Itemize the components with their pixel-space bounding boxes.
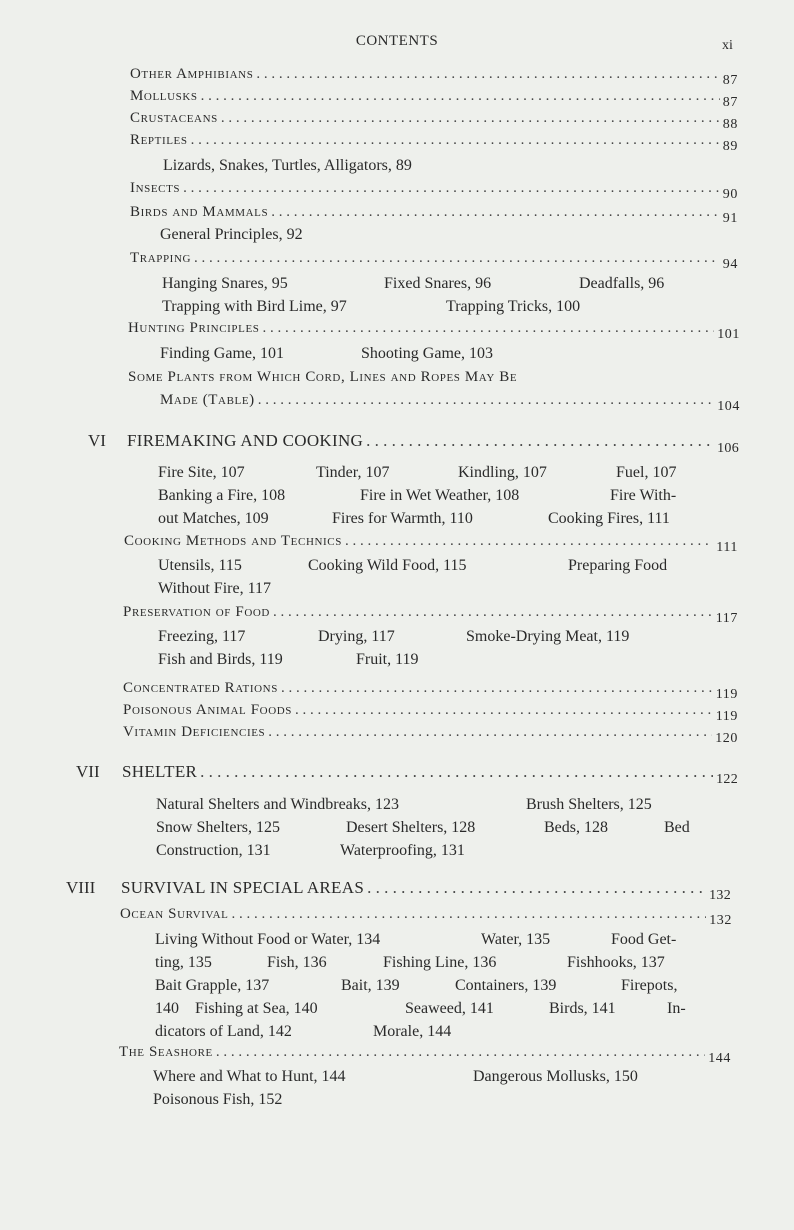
subentry: Morale, 144 [373, 1023, 452, 1040]
entry-label: Mollusks [130, 88, 198, 104]
trapping-subentries [162, 272, 702, 318]
dot-leader [366, 431, 714, 451]
toc-entry-cord-line2 [160, 392, 740, 414]
toc-entry-hunting [128, 320, 740, 342]
entry-label: Other Amphibians [130, 66, 254, 82]
subentry: Seaweed, 141 [405, 1000, 494, 1017]
subentry: Living Without Food or Water, 134 [155, 931, 381, 948]
subentry: Natural Shelters and Windbreaks, 123 [156, 796, 399, 813]
entry-page: 117 [715, 611, 738, 626]
subentry: Preparing Food [568, 557, 668, 574]
subentry: Fuel, 107 [616, 464, 677, 481]
toc-entry-reptiles [130, 132, 738, 154]
subentry: Trapping Tricks, 100 [446, 298, 581, 315]
seashore-subentries [153, 1065, 698, 1111]
dot-leader [183, 180, 720, 197]
entry-label: Ocean Survival [120, 906, 229, 922]
preservation-subentries [158, 625, 703, 671]
page-title: CONTENTS [355, 33, 439, 49]
subentry: Fishing Line, 136 [383, 954, 497, 971]
ocean-subentries [155, 928, 700, 1043]
subentry: Snow Shelters, 125 [156, 819, 280, 836]
subentry: Freezing, 117 [158, 628, 246, 645]
dot-leader [201, 88, 720, 105]
subentry: Utensils, 115 [158, 557, 242, 574]
subentry: Fire With- [610, 487, 677, 504]
chapter-title-special-areas [121, 878, 731, 903]
subentry: Hanging Snares, 95 [162, 275, 288, 292]
subentry: Where and What to Hunt, 144 [153, 1068, 346, 1085]
entry-label: Concentrated Rations [123, 680, 278, 696]
dot-leader [258, 392, 714, 409]
subentry: 140 [155, 1000, 179, 1017]
entry-label: Made (Table) [160, 392, 255, 408]
subentry: Fire in Wet Weather, 108 [360, 487, 520, 504]
dot-leader [191, 132, 720, 149]
subentry: Tinder, 107 [316, 464, 390, 481]
toc-entry-poisonous-animal-foods [123, 702, 738, 724]
dot-leader [271, 204, 720, 221]
dot-leader [367, 878, 706, 898]
entry-page: 89 [722, 139, 738, 154]
entry-label: Preservation of Food [123, 604, 270, 620]
dot-leader [216, 1044, 705, 1061]
subentry: Desert Shelters, 128 [346, 819, 476, 836]
subentry: Firepots, [621, 977, 678, 994]
subentry: Fish, 136 [267, 954, 327, 971]
entry-page: 132 [709, 888, 731, 903]
subentry: Fish and Birds, 119 [158, 651, 283, 668]
subentry: dicators of Land, 142 [155, 1023, 292, 1040]
entry-label: Some Plants from Which Cord, Lines and Ropes May Be [128, 369, 518, 385]
subentry: Cooking Wild Food, 115 [308, 557, 467, 574]
chapter-number: VIII [66, 878, 96, 897]
subentry: Fire Site, 107 [158, 464, 245, 481]
entry-label: Insects [130, 180, 181, 196]
reptiles-subentries: Lizards, Snakes, Turtles, Alligators, 89 [163, 157, 412, 174]
entry-page: 120 [715, 731, 738, 746]
firemaking-subentries [158, 461, 703, 530]
toc-entry-mollusks [130, 88, 738, 110]
subentry: Bait, 139 [341, 977, 400, 994]
subentry: Food Get- [611, 931, 677, 948]
subentry: Cooking Fires, 111 [548, 510, 670, 527]
entry-label: Cooking Methods and Technics [124, 533, 342, 549]
dot-leader [200, 762, 713, 782]
dot-leader [256, 66, 719, 83]
toc-entry-birds-mammals [130, 204, 738, 226]
subentry: Fixed Snares, 96 [384, 275, 492, 292]
dot-leader [268, 724, 712, 741]
cooking-subentries [158, 554, 703, 600]
dot-leader [231, 906, 706, 923]
subentry: Deadfalls, 96 [579, 275, 665, 292]
dot-leader [281, 680, 713, 697]
dot-leader [273, 604, 713, 621]
toc-entry-cord-line1 [128, 369, 740, 386]
subentry: Construction, 131 [156, 842, 271, 859]
chapter-number: VI [88, 431, 106, 450]
entry-page: 87 [722, 95, 738, 110]
entry-page: 122 [716, 772, 738, 787]
chapter-title-shelter [122, 762, 738, 787]
chapter-title-firemaking [127, 431, 739, 456]
dot-leader [221, 110, 720, 127]
subentry: Trapping with Bird Lime, 97 [162, 298, 347, 315]
subentry: Containers, 139 [455, 977, 557, 994]
subentry: Kindling, 107 [458, 464, 547, 481]
subentry: out Matches, 109 [158, 510, 269, 527]
entry-page: 94 [722, 257, 738, 272]
subentry: In- [667, 1000, 686, 1017]
subentry: Without Fire, 117 [158, 580, 271, 597]
subentry: Birds, 141 [549, 1000, 616, 1017]
dot-leader [295, 702, 713, 719]
entry-page: 106 [717, 441, 739, 456]
toc-entry-preservation [123, 604, 738, 626]
toc-entry-ocean-survival [120, 906, 732, 928]
subentry: Banking a Fire, 108 [158, 487, 286, 504]
subentry: Fishhooks, 137 [567, 954, 665, 971]
hunting-subentries [160, 342, 560, 365]
entry-label: Crustaceans [130, 110, 218, 126]
subentry: Finding Game, 101 [160, 345, 284, 362]
toc-entry-other-amphibians [130, 66, 738, 88]
subentry: Brush Shelters, 125 [526, 796, 652, 813]
subentry: Poisonous Fish, 152 [153, 1091, 283, 1108]
toc-entry-concentrated-rations [123, 680, 738, 702]
entry-page: 111 [716, 540, 738, 555]
entry-page: 101 [717, 327, 740, 342]
toc-entry-trapping [130, 250, 738, 272]
entry-label: Vitamin Deficiencies [123, 724, 266, 740]
entry-label: FIREMAKING AND COOKING [127, 431, 364, 450]
subentry: Water, 135 [481, 931, 551, 948]
entry-page: 132 [709, 913, 732, 928]
subentry: Dangerous Mollusks, 150 [473, 1068, 638, 1085]
entry-label: SURVIVAL IN SPECIAL AREAS [121, 878, 365, 897]
entry-page: 91 [722, 211, 738, 226]
entry-label: Reptiles [130, 132, 188, 148]
entry-label: The Seashore [119, 1044, 213, 1060]
entry-page: 119 [715, 709, 738, 724]
entry-label: Hunting Principles [128, 320, 260, 336]
subentry: Fires for Warmth, 110 [332, 510, 473, 527]
chapter-number: VII [76, 762, 100, 781]
entry-label: SHELTER [122, 762, 198, 781]
entry-label: Birds and Mammals [130, 204, 269, 220]
dot-leader [194, 250, 720, 267]
subentry: Smoke-Drying Meat, 119 [466, 628, 630, 645]
toc-entry-insects [130, 180, 738, 202]
toc-entry-seashore [119, 1044, 731, 1066]
shelter-subentries [156, 793, 701, 862]
page-number: xi [722, 38, 733, 53]
subentry: Fishing at Sea, 140 [195, 1000, 318, 1017]
entry-page: 144 [708, 1051, 731, 1066]
toc-entry-cooking-methods [124, 533, 738, 555]
subentry: ting, 135 [155, 954, 212, 971]
subentry: Shooting Game, 103 [361, 345, 493, 362]
dot-leader [345, 533, 713, 550]
subentry: Beds, 128 [544, 819, 608, 836]
subentry: Waterproofing, 131 [340, 842, 465, 859]
toc-entry-vitamin-deficiencies [123, 724, 738, 746]
toc-entry-crustaceans [130, 110, 738, 132]
entry-page: 88 [722, 117, 738, 132]
subentry: Bed [664, 819, 690, 836]
subentry: Fruit, 119 [356, 651, 419, 668]
dot-leader [263, 320, 715, 337]
entry-page: 104 [717, 399, 740, 414]
entry-page: 119 [715, 687, 738, 702]
entry-label: Trapping [130, 250, 192, 266]
entry-page: 87 [722, 73, 738, 88]
entry-label: Poisonous Animal Foods [123, 702, 293, 718]
subentry: Drying, 117 [318, 628, 395, 645]
birds-mammals-subentries: General Principles, 92 [160, 226, 303, 243]
subentry: Bait Grapple, 137 [155, 977, 270, 994]
entry-page: 90 [722, 187, 738, 202]
